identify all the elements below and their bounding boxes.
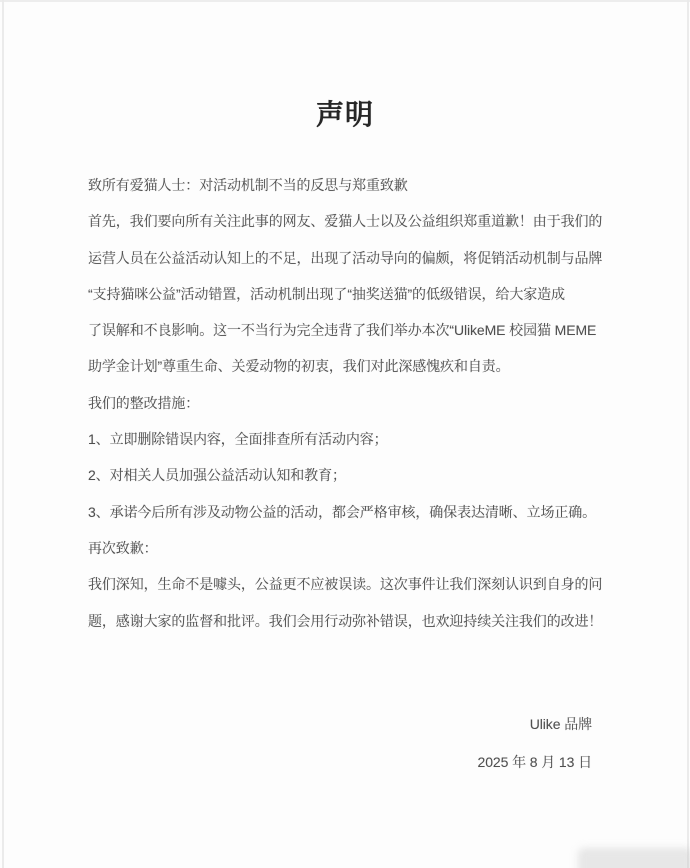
closing-paragraph-line: 我们深知，生命不是噱头，公益更不应被误读。这次事件让我们深刻认识到自身的问 [88,576,603,593]
watermark-smudge [578,848,690,868]
statement-title: 声明 [315,99,374,130]
signature-block [88,705,602,781]
reapology-heading: 再次致歉： [88,539,158,556]
measures-heading: 我们的整改措施： [88,394,200,411]
apology-paragraph-line: 了误解和不良影响。这一不当行为完全违背了我们举办本次“UlikeME 校园猫 MEME [88,322,597,339]
closing-paragraph-line: 题，感谢大家的监督和批评。我们会用行动弥补错误，也欢迎持续关注我们的改进！ [88,612,603,629]
measure-item: 3、承诺今后所有涉及动物公益的活动，都会严格审核，确保表达清晰、立场正确。 [88,503,597,520]
date: 2025 年 8 月 13 日 [477,754,592,770]
measure-item: 2、对相关人员加强公益活动认知和教育； [88,467,346,484]
measure-item: 1、立即删除错误内容，全面排查所有活动内容； [88,431,388,448]
apology-paragraph-line: 运营人员在公益活动认知上的不足，出现了活动导向的偏颇，将促销活动机制与品牌 [88,249,603,266]
salutation-line: 致所有爱猫人士：对活动机制不当的反思与郑重致歉 [88,177,408,193]
statement-body [88,167,602,639]
apology-paragraph-line: “支持猫咪公益”活动错置，活动机制出现了“抽奖送猫”的低级错误，给大家造成 [88,285,565,302]
apology-paragraph-line: 助学金计划”尊重生命、关爱动物的初衷，我们对此深感愧疚和自责。 [88,358,510,375]
page-edge-top [0,0,690,2]
signature: Ulike 品牌 [529,716,592,732]
apology-paragraph-line: 首先，我们要向所有关注此事的网友、爱猫人士以及公益组织郑重道歉！由于我们的 [88,213,603,230]
